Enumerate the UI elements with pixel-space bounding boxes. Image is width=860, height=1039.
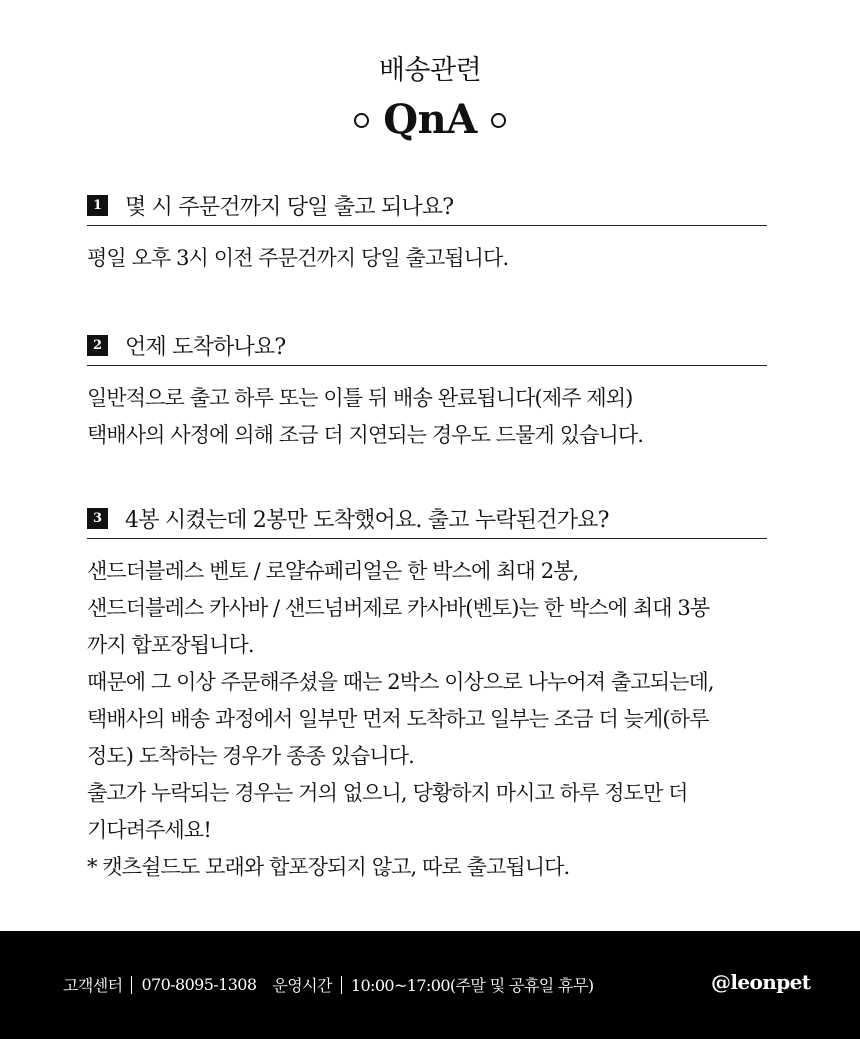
answer-line: 택배사의 배송 과정에서 일부만 먼저 도착하고 일부는 조금 더 늦게(하루 [87, 707, 709, 731]
faq-question: 언제 도착하나요? [125, 335, 286, 360]
faq-number-badge: 3 [87, 508, 108, 529]
answer-line: 정도) 도착하는 경우가 종종 있습니다. [87, 744, 414, 768]
business-hours: 10:00~17:00(주말 및 공휴일 휴무) [350, 976, 594, 995]
title-row [0, 96, 860, 144]
faq-item-3 [87, 503, 767, 886]
faq-question-row [87, 503, 767, 539]
faq-question: 4봉 시켰는데 2봉만 도착했어요. 출고 누락된건가요? [125, 508, 609, 533]
faq-question-row [87, 190, 767, 226]
faq-question-row [87, 330, 767, 366]
phone-number[interactable]: 070-8095-1308 [141, 975, 257, 994]
answer-line: 일반적으로 출고 하루 또는 이틀 뒤 배송 완료됩니다(제주 제외) [87, 386, 633, 410]
faq-number-badge: 1 [87, 195, 108, 216]
page-subtitle: 배송관련 [378, 55, 482, 86]
cs-label: 고객센터 [63, 976, 123, 995]
page-title: QnA [383, 96, 477, 143]
faq-answer [87, 553, 767, 886]
answer-line: 출고가 누락되는 경우는 거의 없으니, 당황하지 마시고 하루 정도만 더 [87, 781, 688, 805]
divider [131, 976, 132, 994]
answer-line: 택배사의 사정에 의해 조금 더 지연되는 경우도 드물게 있습니다. [87, 423, 644, 447]
faq-number-badge: 2 [87, 335, 108, 356]
divider [341, 976, 342, 994]
answer-line: * 캣츠쉴드도 모래와 합포장되지 않고, 따로 출고됩니다. [87, 855, 570, 879]
answer-line: 샌드더블레스 벤토 / 로얄슈페리얼은 한 박스에 최대 2봉, [87, 559, 579, 583]
faq-answer [87, 240, 767, 277]
faq-question: 몇 시 주문건까지 당일 출고 되나요? [125, 195, 454, 220]
answer-line: 기다려주세요! [87, 818, 211, 842]
answer-line: 때문에 그 이상 주문해주셨을 때는 2박스 이상으로 나누어져 출고되는데, [87, 670, 714, 694]
answer-line: 샌드더블레스 카사바 / 샌드넘버제로 카사바(벤토)는 한 박스에 최대 3봉 [87, 596, 710, 620]
faq-answer [87, 380, 767, 454]
footer-contact-info [63, 973, 594, 996]
faq-item-2 [87, 330, 767, 454]
circle-ornament-right-icon [491, 113, 506, 128]
circle-ornament-left-icon [354, 113, 369, 128]
faq-item-1 [87, 190, 767, 277]
answer-line: 까지 합포장됩니다. [87, 633, 254, 657]
answer-line: 평일 오후 3시 이전 주문건까지 당일 출고됩니다. [87, 246, 509, 270]
social-handle[interactable]: @leonpet [711, 970, 811, 994]
hours-label: 운영시간 [272, 976, 332, 995]
